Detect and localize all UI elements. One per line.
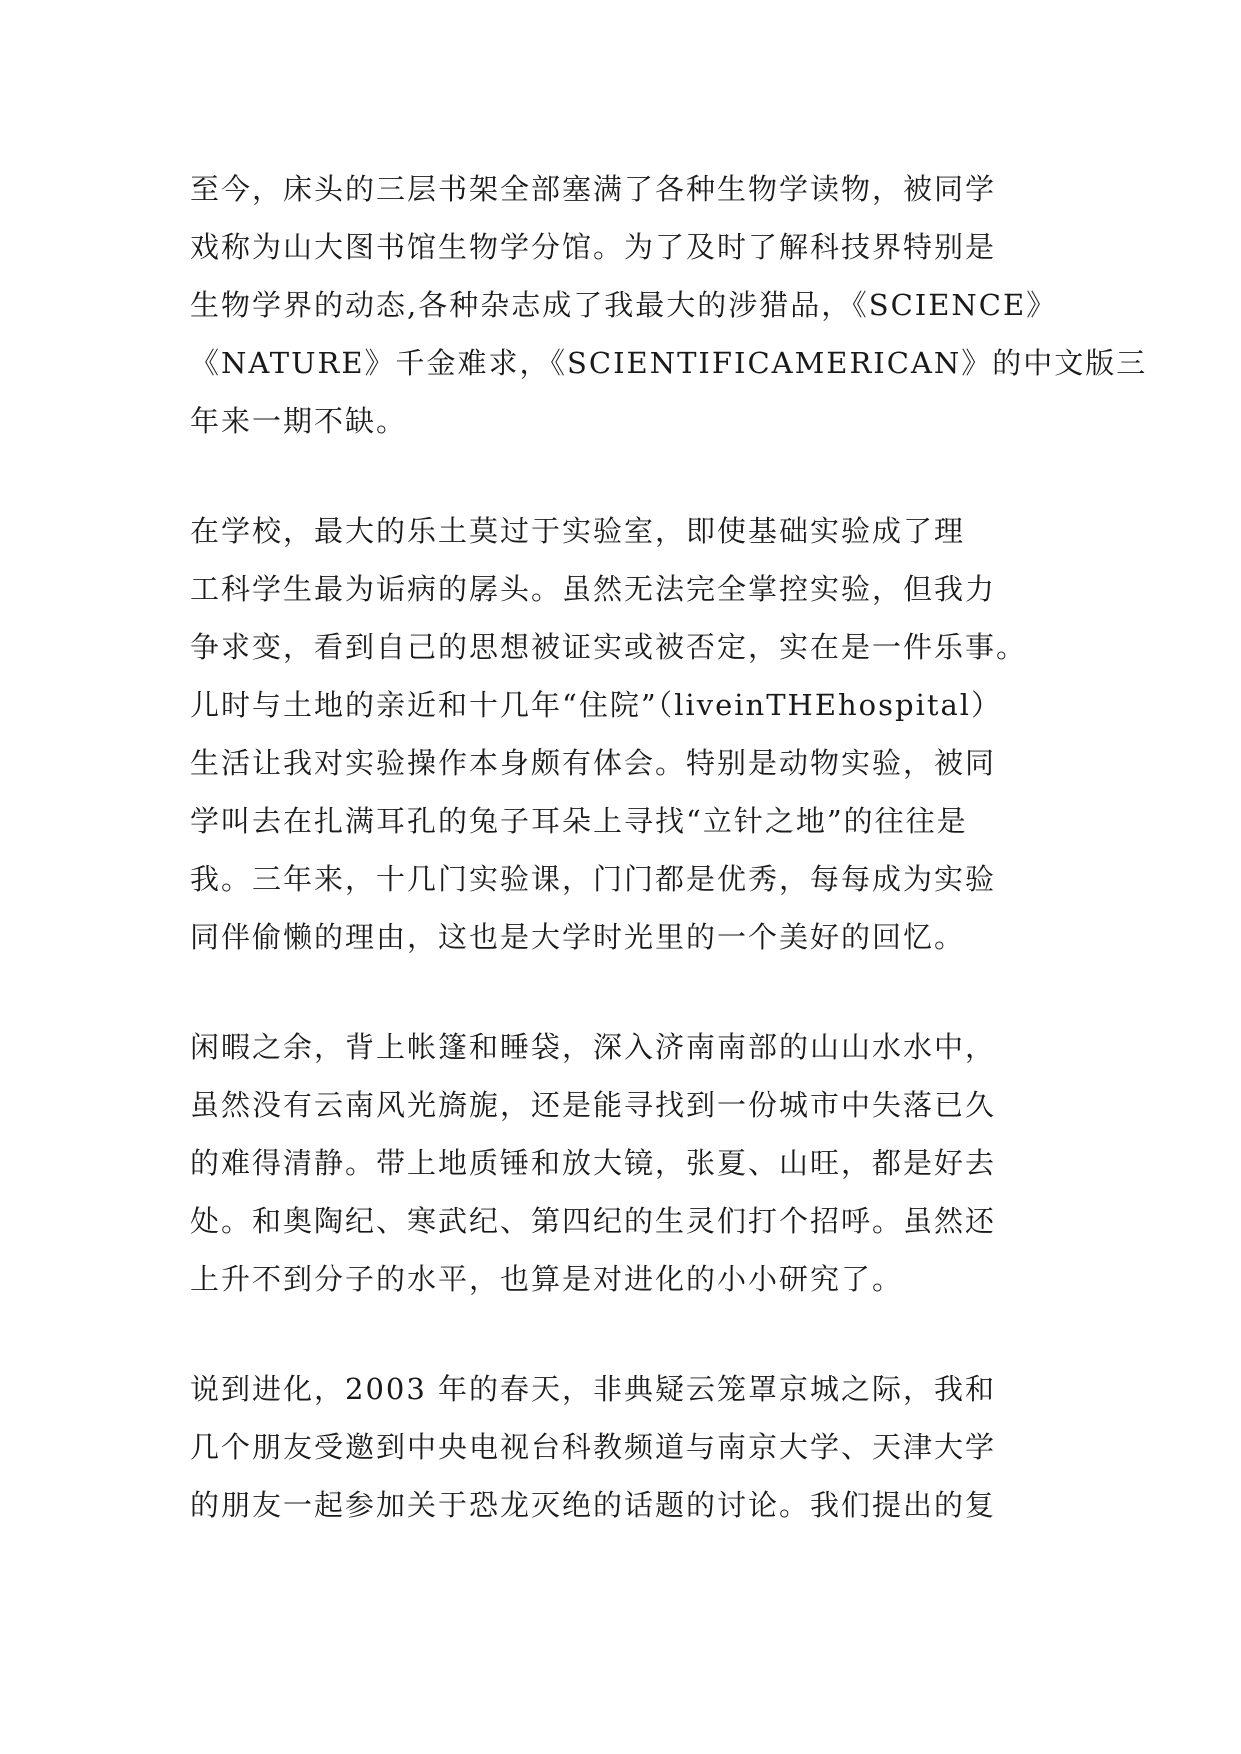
text-line: 的难得清静。带上地质锤和放大镜，张夏、山旺，都是好去 <box>190 1146 997 1180</box>
text-line: 学叫去在扎满耳孔的兔子耳朵上寻找“立针之地”的往往是 <box>190 804 968 838</box>
paragraph <box>190 1018 1090 1308</box>
text-line: 在学校，最大的乐土莫过于实验室，即使基础实验成了理 <box>190 514 966 548</box>
text-line: 生活让我对实验操作本身颇有体会。特别是动物实验，被同 <box>190 746 997 780</box>
text-line: 我。三年来，十几门实验课，门门都是优秀，每每成为实验 <box>190 862 997 896</box>
text-line: 争求变，看到自己的思想被证实或被否定，实在是一件乐事。 <box>190 630 1028 664</box>
text-line: 工科学生最为诟病的孱头。虽然无法完全掌控实验，但我力 <box>190 572 997 606</box>
text-line: 闲暇之余，背上帐篷和睡袋，深入济南南部的山山水水中， <box>190 1030 997 1064</box>
text-line: 的朋友一起参加关于恐龙灭绝的话题的讨论。我们提出的复 <box>190 1488 997 1522</box>
text-line: 年来一期不缺。 <box>190 404 408 438</box>
text-line: 戏称为山大图书馆生物学分馆。为了及时了解科技界特别是 <box>190 230 997 264</box>
paragraph <box>190 160 1148 450</box>
text-line: 《NATURE》千金难求，《SCIENTIFICAMERICAN》的中文版三 <box>190 346 1148 380</box>
text-line: 上升不到分子的水平，也算是对进化的小小研究了。 <box>190 1262 904 1296</box>
text-line: 几个朋友受邀到中央电视台科教频道与南京大学、天津大学 <box>190 1430 997 1464</box>
text-line: 处。和奥陶纪、寒武纪、第四纪的生灵们打个招呼。虽然还 <box>190 1204 997 1238</box>
text-line: 至今，床头的三层书架全部塞满了各种生物学读物，被同学 <box>190 172 997 206</box>
paragraph <box>190 502 1090 966</box>
text-line: 说到进化，2003 年的春天，非典疑云笼罩京城之际，我和 <box>190 1372 997 1406</box>
text-line: 生物学界的动态,各种杂志成了我最大的涉猎品，《SCIENCE》 <box>190 288 1058 322</box>
text-line: 儿时与土地的亲近和十几年“住院”（liveinTHEhospital） <box>190 688 1003 722</box>
text-line: 虽然没有云南风光旖旎，还是能寻找到一份城市中失落已久 <box>190 1088 997 1122</box>
paragraph <box>190 1360 1090 1534</box>
text-line: 同伴偷懒的理由，这也是大学时光里的一个美好的回忆。 <box>190 920 966 954</box>
body-text <box>190 160 1148 1586</box>
